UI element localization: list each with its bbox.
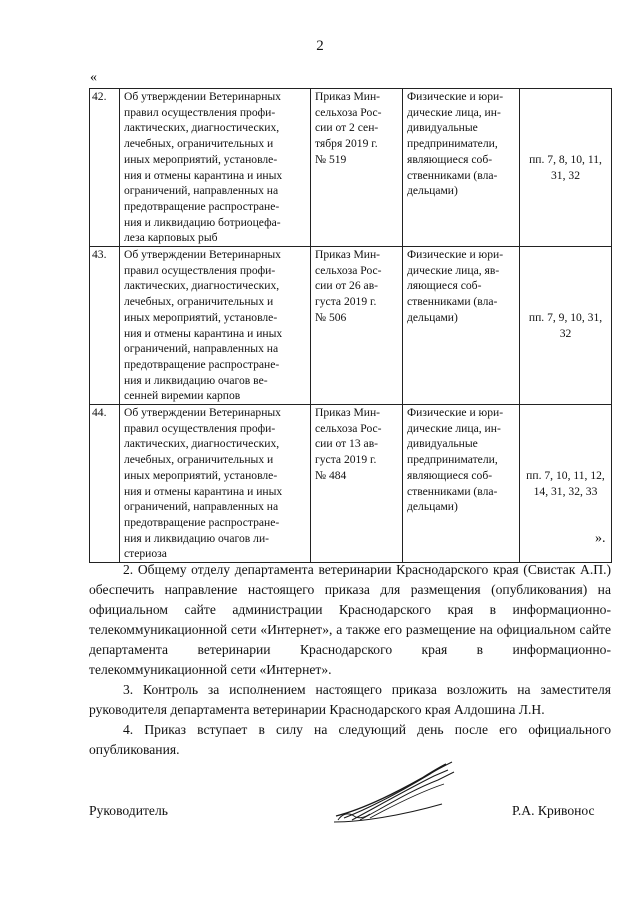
act-title-line: предотвращение распростране- (124, 199, 280, 213)
act-title-line: правил осуществления профи- (124, 105, 276, 119)
approving-act-line: Приказ Мин- (315, 248, 381, 262)
approving-act-line: сельхоза Рос- (315, 105, 382, 119)
act-title-line: лечебных, ограничительных и (124, 453, 274, 467)
subjects-line: дивидуальные (407, 121, 478, 135)
act-title-line: правил осуществления профи- (124, 421, 276, 435)
subjects-line: ляющиеся соб- (407, 279, 482, 293)
subjects-cell (403, 405, 520, 563)
row-number: 42. (90, 89, 120, 247)
act-title-line: ния и ликвидацию ботриоцефа- (124, 215, 281, 229)
act-title-cell (120, 405, 311, 563)
subjects-cell (403, 89, 520, 247)
page-number: 2 (316, 38, 324, 54)
act-title-cell (120, 89, 311, 247)
subjects-line: Физические и юри- (407, 248, 504, 262)
subjects-line: предприниматели, (407, 453, 498, 467)
act-title-line: ограничений, направленных на (124, 184, 279, 198)
handwritten-signature (330, 760, 460, 830)
table-row (90, 247, 612, 405)
subjects-line: дические лица, ин- (407, 105, 501, 119)
act-title-line: иных мероприятий, установле- (124, 152, 278, 166)
subjects-line: являющиеся соб- (407, 152, 493, 166)
approving-act-line: № 519 (315, 152, 347, 166)
act-title-line: лечебных, ограничительных и (124, 137, 274, 151)
paragraph-2: 2. Общему отделу департамента ветеринарии Краснодарского края (Свистак А.П.) обеспечить направление настоящего приказа для размещения (опубликования) на официальном сайте администрации Краснодарского края в информационно-телекоммуникационной сети «Интернет», а также его размещение на официальном сайте департамента ветеринарии Краснодарского края в информационно-телекоммуникационной сети «Интернет». (89, 562, 611, 677)
act-title-line: ния и отмены карантина и иных (124, 168, 283, 182)
act-title-line: сенней виремии карпов (124, 389, 241, 403)
approving-act-line: густа 2019 г. (315, 295, 377, 309)
act-title-line: правил осуществления профи- (124, 263, 276, 277)
act-title-line: Об утверждении Ветеринарных (124, 248, 281, 262)
legal-acts-table (89, 88, 612, 563)
approving-act-line: сии от 13 ав- (315, 437, 379, 451)
act-title-line: лактических, диагностических, (124, 437, 280, 451)
subjects-line: Физические и юри- (407, 406, 504, 420)
act-title-line: лактических, диагностических, (124, 279, 280, 293)
subjects-line: предприниматели, (407, 137, 498, 151)
approving-act-line: сельхоза Рос- (315, 263, 382, 277)
subjects-line: дические лица, ин- (407, 421, 501, 435)
approving-act-line: сии от 26 ав- (315, 279, 379, 293)
act-title-line: Об утверждении Ветеринарных (124, 90, 281, 103)
subjects-line: Физические и юри- (407, 90, 504, 103)
clauses-cell: пп. 7, 9, 10, 31, 32 (520, 247, 612, 405)
act-title-line: ния и отмены карантина и иных (124, 326, 283, 340)
row-number: 44. (90, 405, 120, 563)
subjects-cell (403, 247, 520, 405)
subjects-line: дельцами) (407, 500, 458, 514)
subjects-line: дивидуальные (407, 437, 478, 451)
approving-act-line: Приказ Мин- (315, 406, 381, 420)
approving-act-line: № 484 (315, 468, 347, 482)
paragraph-4: 4. Приказ вступает в силу на следующий день после его официального опубликования. (89, 722, 611, 757)
paragraph-3: 3. Контроль за исполнением настоящего приказа возложить на заместителя руководителя департамента ветеринарии Краснодарского края Алдошина Л.Н. (89, 682, 611, 717)
subjects-line: ственниками (вла- (407, 295, 498, 309)
approving-act-line: сии от 2 сен- (315, 121, 379, 135)
approving-act-cell (311, 89, 403, 247)
closing-quote-mark: ». (595, 531, 606, 546)
approving-act-cell (311, 405, 403, 563)
act-title-line: Об утверждении Ветеринарных (124, 406, 281, 420)
clauses-cell: пп. 7, 10, 11, 12, 14, 31, 32, 33 (520, 405, 612, 563)
act-title-line: лечебных, ограничительных и (124, 295, 274, 309)
act-title-line: иных мероприятий, установле- (124, 310, 278, 324)
act-title-line: ограничений, направленных на (124, 500, 279, 514)
subjects-line: являющиеся соб- (407, 468, 493, 482)
act-title-line: ния и ликвидацию очагов ли- (124, 531, 270, 545)
opening-quote-mark: « (90, 70, 97, 85)
subjects-line: дельцами) (407, 310, 458, 324)
approving-act-cell (311, 247, 403, 405)
act-title-line: предотвращение распростране- (124, 357, 280, 371)
approving-act-line: Приказ Мин- (315, 90, 381, 103)
signer-name: Р.А. Кривонос (512, 803, 595, 818)
approving-act-line: тября 2019 г. (315, 137, 378, 151)
act-title-line: ограничений, направленных на (124, 342, 279, 356)
act-title-cell (120, 247, 311, 405)
subjects-line: ственниками (вла- (407, 168, 498, 182)
approving-act-line: густа 2019 г. (315, 453, 377, 467)
table-row (90, 405, 612, 563)
table-row (90, 89, 612, 247)
act-title-line: предотвращение распростране- (124, 515, 280, 529)
approving-act-line: сельхоза Рос- (315, 421, 382, 435)
act-title-line: ния и ликвидацию очагов ве- (124, 373, 268, 387)
subjects-line: дические лица, яв- (407, 263, 500, 277)
act-title-line: лактических, диагностических, (124, 121, 280, 135)
clauses-cell: пп. 7, 8, 10, 11, 31, 32 (520, 89, 612, 247)
signer-title: Руководитель (89, 803, 168, 818)
subjects-line: ственниками (вла- (407, 484, 498, 498)
order-body (89, 560, 611, 760)
row-number: 43. (90, 247, 120, 405)
act-title-line: иных мероприятий, установле- (124, 468, 278, 482)
act-title-line: леза карповых рыб (124, 231, 218, 245)
act-title-line: ния и отмены карантина и иных (124, 484, 283, 498)
approving-act-line: № 506 (315, 310, 347, 324)
subjects-line: дельцами) (407, 184, 458, 198)
act-title-line: стериоза (124, 547, 167, 561)
